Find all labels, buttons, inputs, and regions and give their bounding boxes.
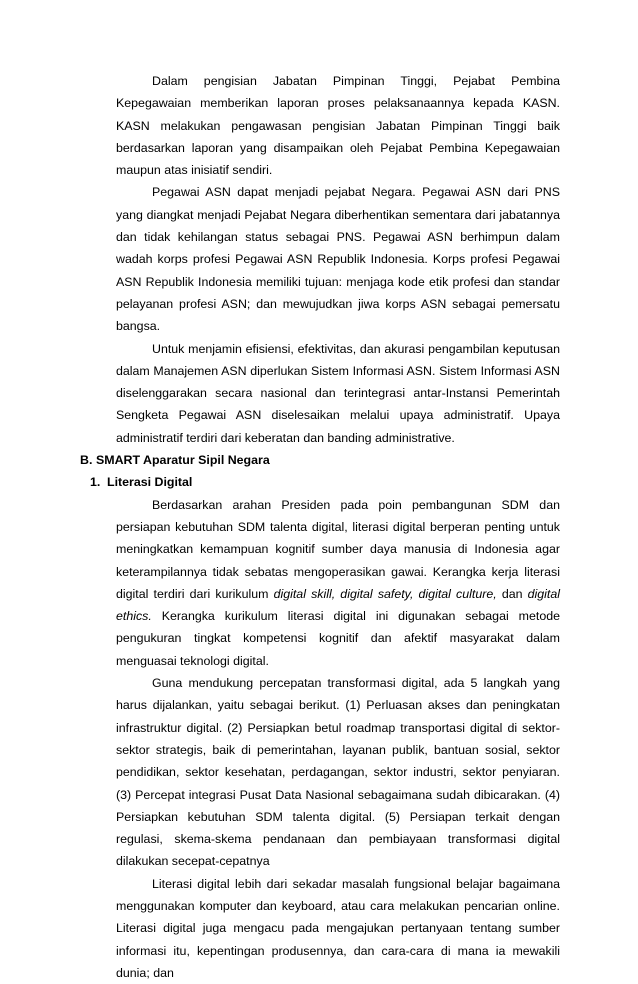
literasi-p1-italic-1: digital skill, digital safety, digital culture,	[273, 586, 497, 601]
section-b-heading	[80, 449, 560, 471]
paragraph-digital-literacy-definition: Literasi digital lebih dari sekadar masalah fungsional belajar bagaimana menggunakan komputer dan keyboard, atau cara melakukan pencarian online. Literasi digital juga mengacu pada mengajukan pertanyaan tentang sumber informasi itu, kepentingan produsennya, dan cara-cara di mana ia mewakili dunia; dan	[116, 876, 560, 980]
paragraph-digital-transformation-steps: Guna mendukung percepatan transformasi digital, ada 5 langkah yang harus dijalankan, yaitu sebagai berikut. (1) Perluasan akses dan peningkatan infrastruktur digital. (2) Persiapkan betul roadmap transportasi digital di sektor-sektor strategis, baik di pemerintahan, layanan publik, bantuan sosial, sektor pendidikan, sektor kesehatan, perdagangan, sektor industri, sektor penyiaran. (3) Percepat integrasi Pusat Data Nasional sebagaimana sudah dibicarakan. (4) Persiapkan kebutuhan SDM talenta digital. (5) Persiapan terkait dengan regulasi, skema-skema pendanaan dan pembiayaan transformasi digital dilakukan secepat-cepatnya	[116, 676, 560, 869]
document-body	[80, 70, 561, 984]
subsection-1-heading	[90, 471, 560, 493]
literasi-p1-italic-2: digital ethics.	[116, 586, 561, 624]
paragraph-asn-information-system: Untuk menjamin efisiensi, efektivitas, dan akurasi pengambilan keputusan dalam Manajemen ASN diperlukan Sistem Informasi ASN. Sistem Informasi ASN diselenggarakan secara nasional dan terintegrasi antar-Instansi Pemerintah Sengketa Pegawai ASN diselesaikan melalui upaya administratif. Upaya administratif terdiri dari keberatan dan banding administrative.	[116, 341, 560, 445]
section-b-title: SMART Aparatur Sipil Negara	[96, 453, 270, 468]
section-b-marker: B.	[80, 453, 93, 468]
literasi-p1-text-3: Kerangka kurikulum literasi digital ini digunakan sebagai metode pengukuran tingkat kompetensi kognitif dan afektif masyarakat dalam menguasai teknologi digital.	[116, 609, 560, 668]
subsection-1-title: Literasi Digital	[107, 475, 193, 490]
literasi-p1-text-2: dan	[496, 586, 528, 601]
subsection-1-marker: 1.	[90, 475, 101, 490]
paragraph-digital-literacy-framework	[116, 494, 560, 672]
paragraph-asn-state-official: Pegawai ASN dapat menjadi pejabat Negara. Pegawai ASN dari PNS yang diangkat menjadi Pejabat Negara diberhentikan sementara dari jabatannya dan tidak kehilangan status sebagai PNS. Pegawai ASN berhimpun dalam wadah korps profesi Pegawai ASN Republik Indonesia. Korps profesi Pegawai ASN Republik Indonesia memiliki tujuan: menjaga kode etik profesi dan standar pelayanan profesi ASN; dan mewujudkan jiwa korps ASN sebagai pemersatu bangsa.	[116, 185, 560, 334]
literasi-p1-text-1: Berdasarkan arahan Presiden pada poin pembangunan SDM dan persiapan kebutuhan SDM talenta digital, literasi digital berperan penting untuk meningkatkan kemampuan kognitif sumber daya manusia di Indonesia agar keterampilannya tidak sebatas mengoperasikan gawai. Kerangka kerja literasi digital terdiri dari kurikulum	[116, 497, 560, 601]
paragraph-jpt-reporting: Dalam pengisian Jabatan Pimpinan Tinggi, Pejabat Pembina Kepegawaian memberikan laporan proses pelaksanaannya kepada KASN. KASN melakukan pengawasan pengisian Jabatan Pimpinan Tinggi baik berdasarkan laporan yang disampaikan oleh Pejabat Pembina Kepegawaian maupun atas inisiatif sendiri.	[116, 74, 560, 178]
